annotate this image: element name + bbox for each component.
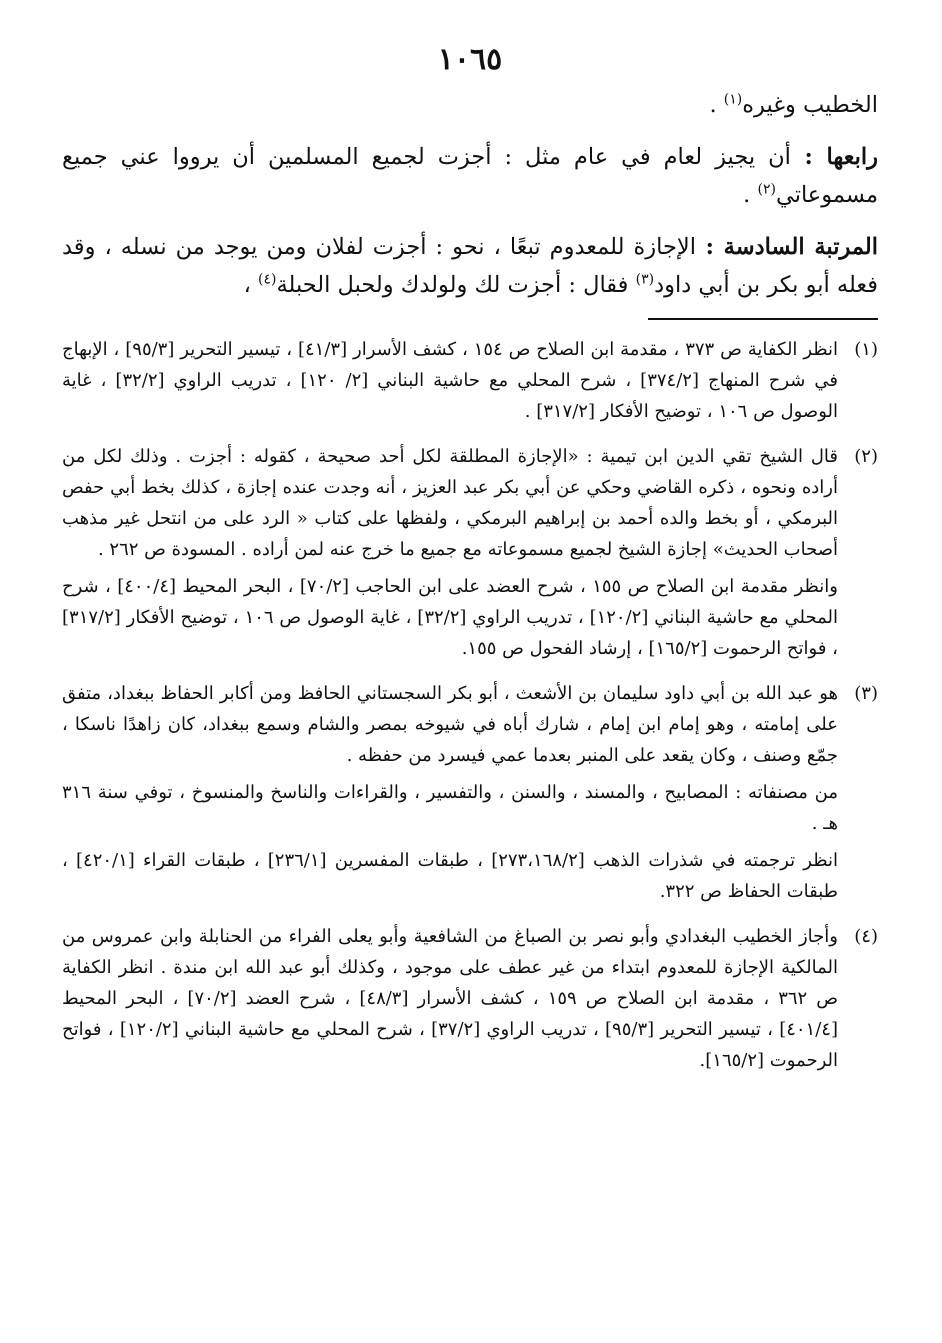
- footnote-paragraph: انظر ترجمته في شذرات الذهب [٢٧٣،١٦٨/٢] ، طبقات المفسرين [٢٣٦/١] ، طبقات القراء [٤٢٠/١] ، طبقات الحفاظ ص ٣٢٢.: [62, 850, 838, 902]
- paragraph-tail: .: [709, 92, 724, 118]
- body-paragraph-1: [62, 86, 878, 124]
- footnote-marker[interactable]: (٤): [258, 271, 277, 288]
- footnote-paragraph: وانظر مقدمة ابن الصلاح ص ١٥٥ ، شرح العضد على ابن الحاجب [٧٠/٢] ، البحر المحيط [٤٠٠/٤] ، شرح المحلي مع حاشية البناني [١٢٠/٢] ، تدريب الراوي [٣٢/٢] ، غاية الوصول ص ١٠٦ ، توضيح الأفكار [٣١٧/٢] ، فواتح الرحموت [١٦٥/٢] ، إرشاد الفحول ص ١٥٥.: [62, 576, 838, 659]
- footnote-paragraph: قال الشيخ تقي الدين ابن تيمية : «الإجازة المطلقة لكل أحد صحيحة ، كقوله : أجزت . وذلك لكل من أراده ونحوه ، ذكره القاضي وحكي عن أبي بكر عبد العزيز ، أنه وجدت عنده إجازة ، كذلك بخط أبي حفص البرمكي ، أو بخط والده أحمد بن إبراهيم البرمكي ، ولفظها على كتاب « الرد على من انتحل غير مذهب أصحاب الحديث» إجازة الشيخ لجميع مسموعاته مع جميع ما خرج عنه لمن أراده . المسودة ص ٢٦٢ .: [62, 446, 838, 560]
- body-paragraph-3: [62, 228, 878, 304]
- footnote-paragraph: هو عبد الله بن أبي داود سليمان بن الأشعث ، أبو بكر السجستاني الحافظ ومن أكابر الحفاظ ببغداد، متفق على إمامته ، وهو إمام ابن إمام ، شارك أباه في شيوخه بمصر والشام وسمع ببغداد، كان زاهدًا ناسكا ، جمّع وصنف ، وكان يقعد على المنبر بعدما عمي فيسرد من حفظه .: [62, 683, 838, 766]
- body-paragraph-2: [62, 138, 878, 214]
- footnote-1: [62, 334, 878, 433]
- paragraph-tail: .: [743, 182, 758, 208]
- footnote-number: (٣): [854, 683, 878, 704]
- footnote-body: [62, 678, 838, 913]
- footnote-paragraph: انظر الكفاية ص ٣٧٣ ، مقدمة ابن الصلاح ص ١٥٤ ، كشف الأسرار [٤١/٣] ، تيسير التحرير [٩٥/٣] ، الإبهاج في شرح المنهاج [٣٧٤/٢] ، شرح المحلي مع حاشية البناني [٢/ ١٢٠] ، تدريب الراوي [٣٢/٢] ، غاية الوصول ص ١٠٦ ، توضيح الأفكار [٣١٧/٢] .: [62, 339, 839, 422]
- paragraph-text: الخطيب وغيره: [742, 92, 878, 118]
- page-number: ١٠٦٥: [437, 42, 503, 77]
- footnote-4: [62, 921, 878, 1082]
- paragraph-lead: رابعها :: [790, 144, 878, 170]
- footnote-number: (٢): [854, 446, 878, 467]
- footnote-marker[interactable]: (١): [723, 91, 743, 108]
- footnote-number: (٤): [854, 926, 878, 947]
- footnote-body: [62, 334, 838, 433]
- footnote-marker[interactable]: (٢): [757, 181, 776, 198]
- footnote-marker[interactable]: (٣): [635, 271, 655, 288]
- footnote-divider: [648, 318, 878, 320]
- paragraph-tail: ،: [243, 272, 258, 298]
- footnote-number: (١): [854, 339, 878, 360]
- footnote-body: [62, 441, 838, 670]
- document-page: [62, 40, 878, 1090]
- footnote-body: [62, 921, 838, 1082]
- footnote-paragraph: من مصنفاته : المصابيح ، والمسند ، والسنن ، والتفسير ، والقراءات والناسخ والمنسوخ ، توفي سنة ٣١٦ هـ .: [62, 782, 838, 834]
- paragraph-lead: المرتبة السادسة :: [695, 234, 878, 260]
- footnote-paragraph: وأجاز الخطيب البغدادي وأبو نصر بن الصباغ من الشافعية وأبو يعلى الفراء من الحنابلة وابن عمروس من المالكية الإجازة للمعدوم ابتداء من غير عطف على موجود ، وكذلك أبو عبد الله ابن مندة . انظر الكفاية ص ٣٦٢ ، مقدمة ابن الصلاح ص ١٥٩ ، كشف الأسرار [٤٨/٣] ، شرح العضد [٧٠/٢] ، البحر المحيط [٤٠١/٤] ، تيسير التحرير [٩٥/٣] ، تدريب الراوي [٣٧/٢] ، شرح المحلي مع حاشية البناني [١٢٠/٢] ، فواتح الرحموت [١٦٥/٢].: [62, 926, 839, 1071]
- paragraph-text: أن يجيز لعام في عام مثل : أجزت لجميع المسلمين أن يرووا عني جميع مسموعاتي: [62, 144, 878, 208]
- paragraph-text: الإجازة للمعدوم تبعًا ، نحو : أجزت لفلان ومن يوجد من نسله ، وقد فعله أبو بكر بن أبي داود: [62, 234, 878, 298]
- footnote-3: [62, 678, 878, 913]
- footnote-2: [62, 441, 878, 670]
- paragraph-tail: فقال : أجزت لك ولولدك ولحبل الحبلة: [276, 272, 636, 298]
